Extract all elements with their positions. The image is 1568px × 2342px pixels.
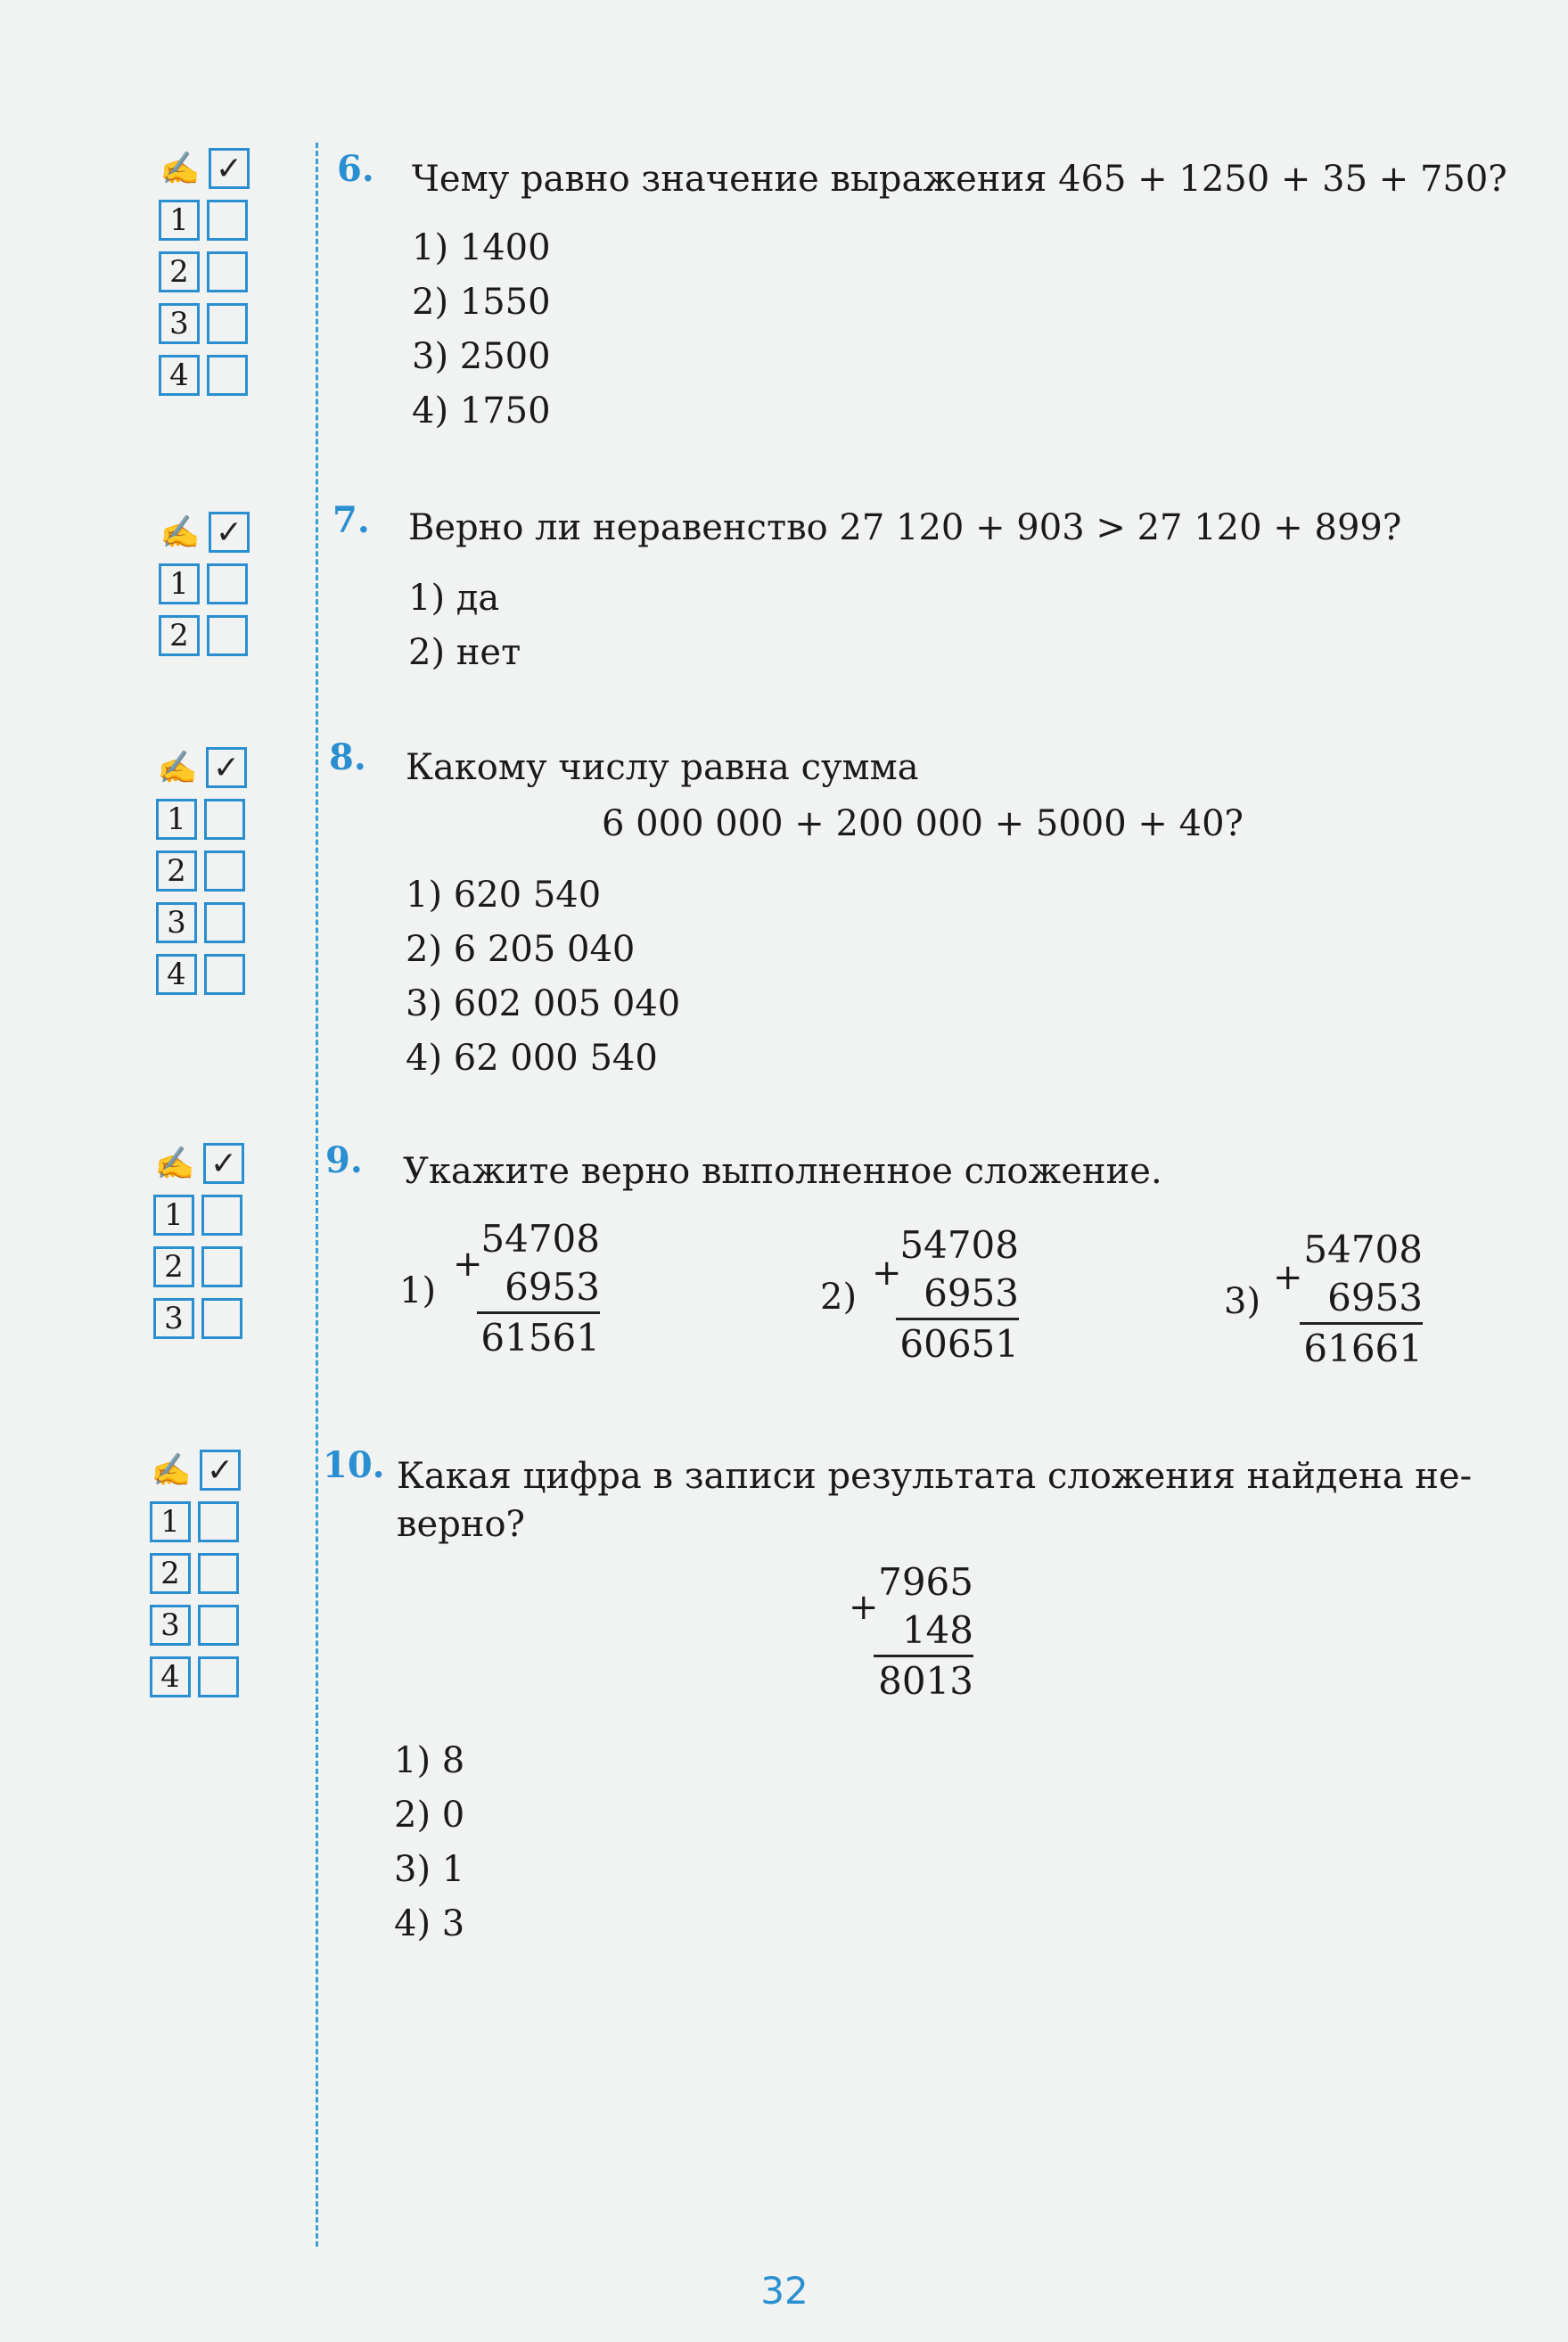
plus-sign: + (453, 1244, 483, 1285)
sum: 8013 (874, 1655, 973, 1705)
task-question: Какому числу равна сумма (406, 747, 919, 788)
option: 1) 1400 (412, 227, 551, 268)
writing-hand-icon: ✍ (154, 1146, 195, 1182)
options-list (406, 868, 680, 1086)
task-question: Укажите верно выполненное сложение. (403, 1151, 1162, 1192)
answer-label: 1 (159, 563, 200, 604)
task-question: Чему равно значение выражения 465 + 1250 + 35 + 750? (412, 159, 1507, 200)
answer-label: 2 (153, 1246, 194, 1287)
answer-cell-6-1[interactable] (207, 200, 248, 241)
answer-label: 3 (156, 902, 197, 943)
answer-grid-6 (159, 143, 250, 401)
answer-cell-8-4[interactable] (204, 954, 245, 995)
option: 3) 1 (394, 1849, 465, 1890)
task-number: 9. (325, 1139, 363, 1181)
answer-cell-10-3[interactable] (198, 1605, 239, 1646)
answer-cell-6-3[interactable] (207, 303, 248, 344)
answer-cell-8-1[interactable] (204, 799, 245, 840)
task-question: Верно ли неравенство 27 120 + 903 > 27 120 + 899? (408, 507, 1402, 548)
options-list (412, 221, 551, 439)
checkmark-icon: ✓ (209, 148, 250, 189)
option: 2) 1550 (412, 282, 551, 323)
answer-label: 3 (150, 1605, 191, 1646)
variant-label: 2) (820, 1277, 858, 1318)
answer-label: 2 (150, 1553, 191, 1594)
answer-cell-10-2[interactable] (198, 1553, 239, 1594)
writing-hand-icon: ✍ (160, 151, 201, 187)
sum: 61661 (1300, 1322, 1423, 1373)
addend: 54708 (480, 1217, 600, 1261)
plus-sign: + (872, 1253, 902, 1294)
answer-cell-7-2[interactable] (207, 615, 248, 656)
addend: 54708 (1303, 1228, 1423, 1271)
column-addition-1 (477, 1215, 600, 1362)
plus-sign: + (1273, 1257, 1303, 1298)
answer-label: 3 (159, 303, 200, 344)
sum: 61561 (477, 1311, 600, 1362)
answer-label: 4 (150, 1656, 191, 1697)
option: 1) 8 (394, 1740, 465, 1781)
task-question-line2: 6 000 000 + 200 000 + 5000 + 40? (602, 803, 1244, 844)
writing-hand-icon: ✍ (157, 750, 198, 786)
options-list (408, 571, 521, 680)
column-addition-3 (1300, 1226, 1423, 1373)
checkmark-icon: ✓ (206, 747, 247, 788)
answer-grid-10 (150, 1444, 241, 1703)
answer-cell-8-2[interactable] (204, 851, 245, 892)
page-number: 32 (760, 2269, 809, 2313)
answer-cell-6-4[interactable] (207, 355, 248, 396)
task-question: Какая цифра в записи результата сложения найдена не- (397, 1456, 1473, 1497)
column-addition-2 (896, 1221, 1019, 1368)
option: 4) 1750 (412, 390, 551, 431)
variant-label: 1) (399, 1270, 437, 1311)
column-addition-10 (874, 1558, 973, 1705)
option: 3) 2500 (412, 336, 551, 377)
answer-cell-9-1[interactable] (201, 1195, 242, 1236)
answer-label: 4 (156, 954, 197, 995)
addend: 7965 (878, 1560, 973, 1604)
answer-cell-10-1[interactable] (198, 1501, 239, 1542)
task-number: 10. (323, 1444, 385, 1486)
answer-cell-10-4[interactable] (198, 1656, 239, 1697)
addend: 148 (901, 1608, 973, 1652)
task-number: 7. (332, 499, 370, 541)
answer-label: 2 (156, 851, 197, 892)
answer-label: 3 (153, 1298, 194, 1339)
writing-hand-icon: ✍ (151, 1452, 192, 1489)
answer-label: 4 (159, 355, 200, 396)
option: 3) 602 005 040 (406, 983, 681, 1024)
sum: 60651 (896, 1318, 1019, 1368)
task-number: 8. (329, 736, 366, 778)
answer-grid-9 (153, 1138, 244, 1344)
checkmark-icon: ✓ (200, 1450, 241, 1491)
answer-label: 1 (150, 1501, 191, 1542)
task-question-line2: верно? (397, 1504, 525, 1545)
variant-label: 3) (1224, 1281, 1261, 1322)
option: 1) 620 540 (406, 875, 602, 916)
answer-label: 1 (156, 799, 197, 840)
answer-cell-7-1[interactable] (207, 563, 248, 604)
answer-label: 2 (159, 615, 200, 656)
checkmark-icon: ✓ (209, 512, 250, 553)
checkmark-icon: ✓ (203, 1143, 244, 1184)
options-list (394, 1734, 464, 1952)
addend: 6953 (924, 1271, 1019, 1315)
writing-hand-icon: ✍ (160, 514, 201, 551)
option: 4) 62 000 540 (406, 1038, 658, 1079)
answer-cell-6-2[interactable] (207, 251, 248, 292)
answer-label: 2 (159, 251, 200, 292)
task-number: 6. (337, 148, 374, 190)
plus-sign: + (849, 1587, 879, 1628)
answer-grid-8 (156, 742, 247, 1000)
addend: 54708 (899, 1223, 1019, 1267)
answer-label: 1 (159, 200, 200, 241)
answer-grid-7 (159, 506, 250, 662)
addend: 6953 (1327, 1276, 1423, 1319)
addend: 6953 (505, 1265, 600, 1309)
answer-cell-8-3[interactable] (204, 902, 245, 943)
answer-label: 1 (153, 1195, 194, 1236)
option: 4) 3 (394, 1903, 465, 1944)
option: 2) 0 (394, 1795, 465, 1836)
answer-cell-9-3[interactable] (201, 1298, 242, 1339)
option: 2) 6 205 040 (406, 929, 636, 970)
option: 1) да (408, 578, 500, 619)
answer-cell-9-2[interactable] (201, 1246, 242, 1287)
margin-dashed-line (316, 143, 318, 2247)
option: 2) нет (408, 632, 521, 673)
